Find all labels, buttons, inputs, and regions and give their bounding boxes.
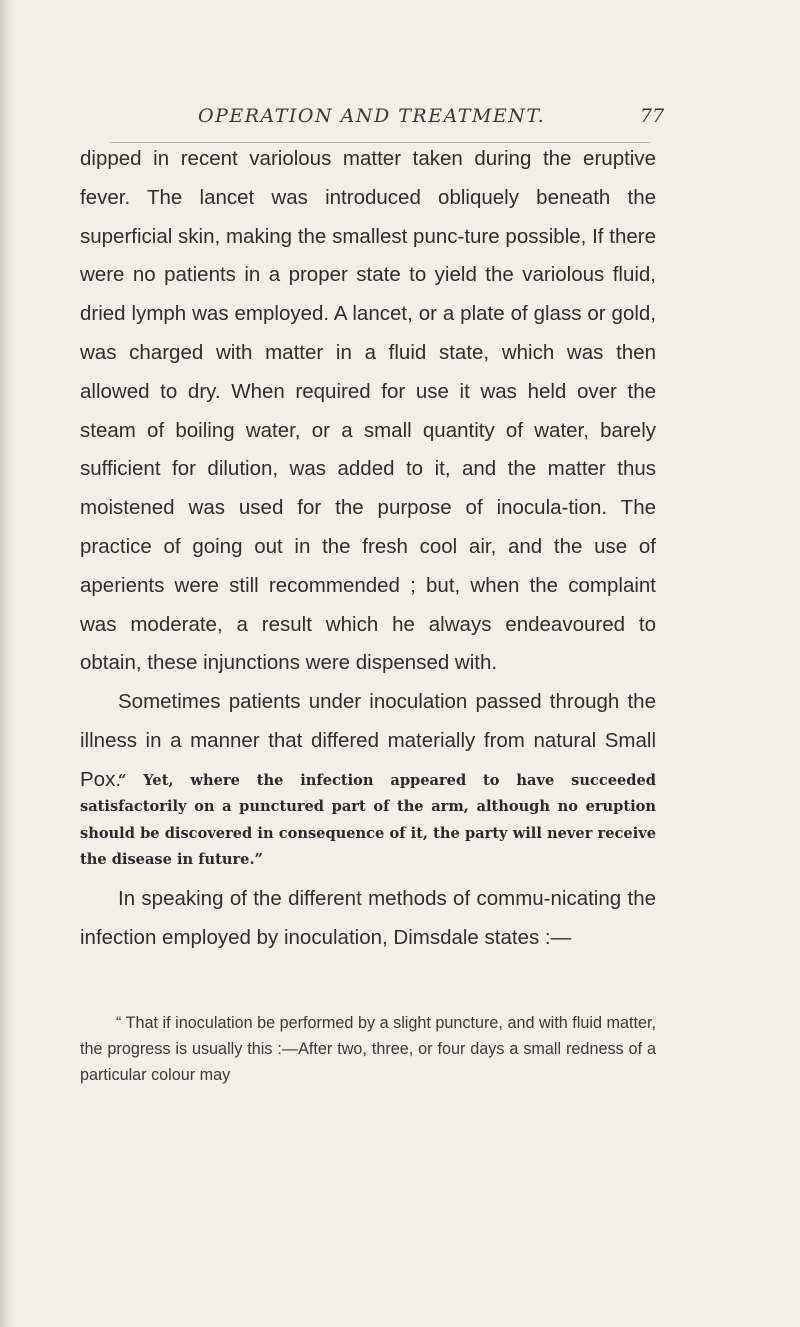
- paragraph-2: Sometimes patients under inoculation passed through the illness in a manner that differed materially from natural Small Pox.: [80, 690, 656, 791]
- paragraph-1: dipped in recent variolous matter taken during the eruptive fever. The lancet was introduced obliquely beneath the superficial skin, making the smallest punc-ture possible, If there were no patients in a proper state to yield the variolous fluid, dried lymph was employed. A lancet, or a plate of glass or gold, was charged with matter in a fluid state, which was then allowed to dry. When required for use it was held over the steam of boiling water, or a small quantity of water, barely sufficient for dilution, was added to it, and the matter thus moistened was used for the purpose of inocula-tion. The practice of going out in the fresh cool air, and the use of aperients were still recommended ; but, when the complaint was moderate, a result which he always endeavoured to obtain, these injunctions were dispensed with.: [80, 147, 656, 675]
- main-text: [80, 140, 656, 800]
- quotation-2-block: [80, 1010, 656, 1088]
- running-head: [0, 105, 800, 135]
- quotation-1-block: [80, 768, 656, 873]
- quotation-2: “ That if inoculation be performed by a slight puncture, and with fluid matter, the progress is usually this :—After two, three, or four days a small redness of a particular colour may: [80, 1014, 656, 1084]
- quotation-1: “ Yet, where the infection appeared to have succeeded satisfactorily on a punctured part of the arm, although no eruption should be discovered in consequence of it, the party will never receive the disease in future.”: [80, 772, 656, 868]
- page-edge-shadow: [0, 0, 14, 1327]
- page-number: 77: [640, 105, 665, 127]
- running-title: OPERATION AND TREATMENT.: [198, 105, 546, 127]
- paragraph-3: In speaking of the different methods of commu-nicating the infection employed by inoculation, Dimsdale states :—: [80, 887, 656, 949]
- paragraph-3-block: [80, 880, 656, 958]
